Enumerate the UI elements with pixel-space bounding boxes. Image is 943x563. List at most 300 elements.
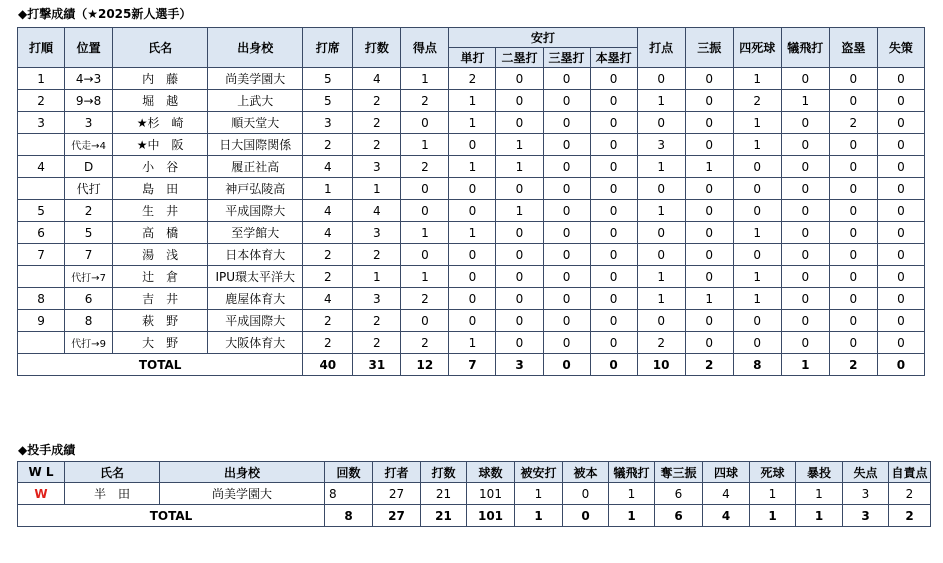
batter-so: 0 [685, 310, 733, 332]
batter-runs: 0 [401, 244, 449, 266]
header-name: 氏名 [113, 28, 208, 68]
batter-hr: 0 [590, 156, 637, 178]
batter-name: 高 橋 [113, 222, 208, 244]
batter-order: 3 [18, 112, 65, 134]
pitcher-ab: 21 [421, 483, 467, 505]
batter-sac: 0 [781, 134, 829, 156]
batting-total-row [18, 354, 925, 376]
batter-err: 0 [877, 178, 924, 200]
ptotal-bb: 4 [703, 505, 750, 527]
batter-name: 萩 野 [113, 310, 208, 332]
batting-table [17, 27, 925, 376]
batter-order: 9 [18, 310, 65, 332]
total-err: 0 [877, 354, 924, 376]
batter-err: 0 [877, 266, 924, 288]
batter-err: 0 [877, 288, 924, 310]
batter-position: 代打→7 [65, 266, 113, 288]
batter-school: 履正社高 [208, 156, 303, 178]
batter-name: 島 田 [113, 178, 208, 200]
batter-err: 0 [877, 200, 924, 222]
batter-rbi: 0 [637, 178, 685, 200]
pitcher-wp: 1 [796, 483, 843, 505]
batter-sac: 0 [781, 266, 829, 288]
batter-position: 4→3 [65, 68, 113, 90]
batter-single: 0 [449, 200, 496, 222]
batter-ab: 1 [353, 266, 401, 288]
batter-pa: 2 [303, 332, 353, 354]
batter-double: 0 [496, 266, 543, 288]
batter-row [18, 332, 925, 354]
header-runs: 得点 [401, 28, 449, 68]
header-triple: 三塁打 [543, 48, 590, 68]
batter-sac: 0 [781, 200, 829, 222]
batter-row [18, 156, 925, 178]
header-ab: 打数 [353, 28, 401, 68]
batter-name: ★中 阪 [113, 134, 208, 156]
pheader-hr: 被本 [563, 462, 609, 483]
pheader-name: 氏名 [65, 462, 160, 483]
ptotal-er: 2 [889, 505, 931, 527]
batter-so: 0 [685, 222, 733, 244]
pitcher-row [18, 483, 931, 505]
batter-err: 0 [877, 68, 924, 90]
batter-bb: 1 [733, 222, 781, 244]
batter-sac: 0 [781, 112, 829, 134]
batter-ab: 2 [353, 244, 401, 266]
ptotal-hr: 0 [563, 505, 609, 527]
batter-runs: 1 [401, 68, 449, 90]
batter-bb: 0 [733, 244, 781, 266]
batter-sac: 0 [781, 310, 829, 332]
batter-triple: 0 [543, 222, 590, 244]
total-double: 3 [496, 354, 543, 376]
batter-sb: 0 [829, 266, 877, 288]
pheader-er: 自責点 [889, 462, 931, 483]
batter-so: 0 [685, 244, 733, 266]
batter-triple: 0 [543, 200, 590, 222]
batter-rbi: 1 [637, 156, 685, 178]
batter-so: 0 [685, 178, 733, 200]
batter-hr: 0 [590, 112, 637, 134]
batter-runs: 0 [401, 310, 449, 332]
batter-single: 0 [449, 310, 496, 332]
batter-err: 0 [877, 310, 924, 332]
total-label: TOTAL [18, 354, 303, 376]
batter-bb: 1 [733, 134, 781, 156]
batter-hr: 0 [590, 134, 637, 156]
ptotal-sac: 1 [609, 505, 655, 527]
pitcher-er: 2 [889, 483, 931, 505]
batter-so: 1 [685, 156, 733, 178]
total-hr: 0 [590, 354, 637, 376]
batter-row [18, 288, 925, 310]
batter-runs: 0 [401, 200, 449, 222]
batter-position: 8 [65, 310, 113, 332]
batter-hr: 0 [590, 178, 637, 200]
batter-pa: 4 [303, 200, 353, 222]
batter-bb: 0 [733, 310, 781, 332]
pitching-title: ◆投手成績 [18, 443, 76, 457]
batter-single: 1 [449, 112, 496, 134]
batter-row [18, 90, 925, 112]
batter-name: 堀 越 [113, 90, 208, 112]
batter-position: 5 [65, 222, 113, 244]
batter-runs: 1 [401, 134, 449, 156]
batter-pa: 2 [303, 244, 353, 266]
batter-bb: 0 [733, 178, 781, 200]
batter-pa: 3 [303, 112, 353, 134]
batter-double: 1 [496, 200, 543, 222]
ptotal-np: 101 [467, 505, 515, 527]
batter-hr: 0 [590, 222, 637, 244]
batter-double: 0 [496, 244, 543, 266]
batter-runs: 0 [401, 112, 449, 134]
batter-position: 6 [65, 288, 113, 310]
batter-triple: 0 [543, 112, 590, 134]
total-bb: 8 [733, 354, 781, 376]
batter-so: 0 [685, 68, 733, 90]
batter-order: 8 [18, 288, 65, 310]
batter-triple: 0 [543, 178, 590, 200]
ptotal-ip: 8 [325, 505, 373, 527]
batter-position: 代打→9 [65, 332, 113, 354]
batter-err: 0 [877, 112, 924, 134]
pheader-ip: 回数 [325, 462, 373, 483]
batter-position: 3 [65, 112, 113, 134]
batter-order: 1 [18, 68, 65, 90]
batter-school: 平成国際大 [208, 200, 303, 222]
batter-rbi: 1 [637, 90, 685, 112]
batter-bb: 0 [733, 156, 781, 178]
batter-school: 平成国際大 [208, 310, 303, 332]
batter-sb: 0 [829, 222, 877, 244]
batter-single: 0 [449, 244, 496, 266]
batter-position: 9→8 [65, 90, 113, 112]
batter-ab: 1 [353, 178, 401, 200]
header-hits: 安打 [449, 28, 637, 48]
header-err: 失策 [877, 28, 924, 68]
batter-row [18, 244, 925, 266]
batter-hr: 0 [590, 244, 637, 266]
batter-hr: 0 [590, 90, 637, 112]
batter-ab: 3 [353, 156, 401, 178]
batter-err: 0 [877, 134, 924, 156]
batter-sac: 0 [781, 68, 829, 90]
batter-err: 0 [877, 90, 924, 112]
pitcher-hbp: 1 [750, 483, 796, 505]
batter-rbi: 3 [637, 134, 685, 156]
batter-double: 0 [496, 222, 543, 244]
header-sb: 盗塁 [829, 28, 877, 68]
batter-order: 5 [18, 200, 65, 222]
batter-sb: 0 [829, 178, 877, 200]
pheader-hbp: 死球 [750, 462, 796, 483]
batter-ab: 2 [353, 310, 401, 332]
batter-ab: 2 [353, 134, 401, 156]
batter-pa: 5 [303, 90, 353, 112]
header-school: 出身校 [208, 28, 303, 68]
batter-so: 1 [685, 288, 733, 310]
batter-ab: 3 [353, 288, 401, 310]
batter-name: 辻 倉 [113, 266, 208, 288]
batter-triple: 0 [543, 90, 590, 112]
batter-order [18, 332, 65, 354]
batter-triple: 0 [543, 288, 590, 310]
pitcher-bb: 4 [703, 483, 750, 505]
ptotal-r: 3 [843, 505, 889, 527]
batter-double: 0 [496, 68, 543, 90]
batter-sb: 0 [829, 90, 877, 112]
batter-bb: 2 [733, 90, 781, 112]
batter-order [18, 134, 65, 156]
batter-runs: 2 [401, 288, 449, 310]
batter-triple: 0 [543, 266, 590, 288]
batter-err: 0 [877, 156, 924, 178]
batter-single: 2 [449, 68, 496, 90]
batter-so: 0 [685, 200, 733, 222]
pitcher-wl: W [18, 483, 65, 505]
batter-sac: 0 [781, 178, 829, 200]
batter-rbi: 2 [637, 332, 685, 354]
batter-so: 0 [685, 134, 733, 156]
batter-so: 0 [685, 90, 733, 112]
batter-err: 0 [877, 332, 924, 354]
batter-row [18, 310, 925, 332]
batter-double: 0 [496, 90, 543, 112]
batter-triple: 0 [543, 68, 590, 90]
batter-ab: 4 [353, 68, 401, 90]
batter-pa: 4 [303, 156, 353, 178]
pitcher-sac: 1 [609, 483, 655, 505]
pitcher-h: 1 [515, 483, 563, 505]
batter-triple: 0 [543, 310, 590, 332]
total-runs: 12 [401, 354, 449, 376]
batter-sac: 0 [781, 332, 829, 354]
batter-sac: 0 [781, 222, 829, 244]
batter-school: 大阪体育大 [208, 332, 303, 354]
ptotal-h: 1 [515, 505, 563, 527]
batter-hr: 0 [590, 68, 637, 90]
batter-ab: 4 [353, 200, 401, 222]
batter-school: 尚美学園大 [208, 68, 303, 90]
batter-sac: 0 [781, 156, 829, 178]
batter-order: 6 [18, 222, 65, 244]
pheader-ab: 打数 [421, 462, 467, 483]
batter-runs: 2 [401, 332, 449, 354]
batting-title: ◆打撃成績（★2025新人選手） [18, 7, 192, 21]
batter-school: 鹿屋体育大 [208, 288, 303, 310]
batter-position: 7 [65, 244, 113, 266]
batter-sb: 2 [829, 112, 877, 134]
batter-ab: 2 [353, 90, 401, 112]
batter-row [18, 68, 925, 90]
batter-so: 0 [685, 332, 733, 354]
batter-sac: 0 [781, 288, 829, 310]
batter-runs: 2 [401, 156, 449, 178]
pheader-wl: W L [18, 462, 65, 483]
batter-rbi: 1 [637, 266, 685, 288]
batter-err: 0 [877, 244, 924, 266]
batter-single: 1 [449, 332, 496, 354]
pitching-total-row [18, 505, 931, 527]
total-ab: 31 [353, 354, 401, 376]
batter-bb: 0 [733, 200, 781, 222]
batter-sb: 0 [829, 156, 877, 178]
batter-rbi: 0 [637, 222, 685, 244]
header-sac: 犠飛打 [781, 28, 829, 68]
batter-triple: 0 [543, 134, 590, 156]
pheader-bf: 打者 [373, 462, 421, 483]
batter-sb: 0 [829, 310, 877, 332]
total-single: 7 [449, 354, 496, 376]
total-pa: 40 [303, 354, 353, 376]
batter-rbi: 0 [637, 244, 685, 266]
batter-single: 1 [449, 222, 496, 244]
batter-double: 0 [496, 178, 543, 200]
pitcher-np: 101 [467, 483, 515, 505]
header-bb: 四死球 [733, 28, 781, 68]
batter-hr: 0 [590, 266, 637, 288]
header-double: 二塁打 [496, 48, 543, 68]
pitcher-name: 半 田 [65, 483, 160, 505]
total-rbi: 10 [637, 354, 685, 376]
pheader-r: 失点 [843, 462, 889, 483]
batter-name: 内 藤 [113, 68, 208, 90]
batter-hr: 0 [590, 310, 637, 332]
batter-order: 2 [18, 90, 65, 112]
batter-single: 0 [449, 178, 496, 200]
batter-rbi: 1 [637, 200, 685, 222]
batter-name: 大 野 [113, 332, 208, 354]
batter-single: 1 [449, 156, 496, 178]
batter-order: 7 [18, 244, 65, 266]
batter-school: 神戸弘陵高 [208, 178, 303, 200]
batter-sb: 0 [829, 68, 877, 90]
batter-bb: 1 [733, 266, 781, 288]
batter-ab: 2 [353, 332, 401, 354]
ptotal-so: 6 [655, 505, 703, 527]
total-so: 2 [685, 354, 733, 376]
batter-ab: 3 [353, 222, 401, 244]
batter-order: 4 [18, 156, 65, 178]
pitcher-hr: 0 [563, 483, 609, 505]
batter-double: 0 [496, 112, 543, 134]
batter-school: 日本体育大 [208, 244, 303, 266]
batter-order [18, 178, 65, 200]
pitcher-school: 尚美学園大 [160, 483, 325, 505]
batter-double: 1 [496, 134, 543, 156]
batter-pa: 2 [303, 266, 353, 288]
pitcher-so: 6 [655, 483, 703, 505]
batter-sac: 1 [781, 90, 829, 112]
batter-sac: 0 [781, 244, 829, 266]
ptotal-ab: 21 [421, 505, 467, 527]
batter-sb: 0 [829, 288, 877, 310]
batter-pa: 5 [303, 68, 353, 90]
batter-pa: 2 [303, 310, 353, 332]
batter-triple: 0 [543, 332, 590, 354]
batter-name: 生 井 [113, 200, 208, 222]
batter-hr: 0 [590, 332, 637, 354]
batter-name: 湯 浅 [113, 244, 208, 266]
batter-sb: 0 [829, 332, 877, 354]
batter-runs: 0 [401, 178, 449, 200]
batter-sb: 0 [829, 244, 877, 266]
batter-position: 2 [65, 200, 113, 222]
batter-bb: 1 [733, 288, 781, 310]
ptotal-wp: 1 [796, 505, 843, 527]
batter-row [18, 134, 925, 156]
header-pa: 打席 [303, 28, 353, 68]
batter-single: 0 [449, 266, 496, 288]
batter-row [18, 178, 925, 200]
batter-pa: 1 [303, 178, 353, 200]
batter-bb: 1 [733, 112, 781, 134]
batter-single: 0 [449, 288, 496, 310]
pheader-sac: 犠飛打 [609, 462, 655, 483]
batter-runs: 1 [401, 222, 449, 244]
pitcher-bf: 27 [373, 483, 421, 505]
ptotal-label: TOTAL [18, 505, 325, 527]
header-rbi: 打点 [637, 28, 685, 68]
pitching-table [17, 461, 931, 527]
batter-school: 順天堂大 [208, 112, 303, 134]
header-hr: 本塁打 [590, 48, 637, 68]
pheader-so: 奪三振 [655, 462, 703, 483]
batter-err: 0 [877, 222, 924, 244]
pheader-h: 被安打 [515, 462, 563, 483]
total-sac: 1 [781, 354, 829, 376]
header-so: 三振 [685, 28, 733, 68]
header-single: 単打 [449, 48, 496, 68]
batter-single: 1 [449, 90, 496, 112]
batter-sb: 0 [829, 134, 877, 156]
batter-school: IPU環太平洋大 [208, 266, 303, 288]
total-triple: 0 [543, 354, 590, 376]
batter-pa: 4 [303, 222, 353, 244]
ptotal-hbp: 1 [750, 505, 796, 527]
batter-name: 小 谷 [113, 156, 208, 178]
batter-name: 吉 井 [113, 288, 208, 310]
header-position: 位置 [65, 28, 113, 68]
pheader-bb: 四球 [703, 462, 750, 483]
batter-row [18, 112, 925, 134]
pitcher-ip: 8 [325, 483, 373, 505]
pheader-np: 球数 [467, 462, 515, 483]
batter-ab: 2 [353, 112, 401, 134]
batter-sb: 0 [829, 200, 877, 222]
batter-pa: 4 [303, 288, 353, 310]
batter-rbi: 0 [637, 112, 685, 134]
pheader-school: 出身校 [160, 462, 325, 483]
batter-rbi: 1 [637, 288, 685, 310]
batter-so: 0 [685, 266, 733, 288]
total-sb: 2 [829, 354, 877, 376]
batter-runs: 1 [401, 266, 449, 288]
batter-position: 代走→4 [65, 134, 113, 156]
header-order: 打順 [18, 28, 65, 68]
batter-bb: 1 [733, 68, 781, 90]
batter-rbi: 0 [637, 310, 685, 332]
batter-hr: 0 [590, 288, 637, 310]
batter-school: 至学館大 [208, 222, 303, 244]
batter-single: 0 [449, 134, 496, 156]
ptotal-bf: 27 [373, 505, 421, 527]
batter-so: 0 [685, 112, 733, 134]
batter-hr: 0 [590, 200, 637, 222]
batter-double: 0 [496, 288, 543, 310]
batter-row [18, 222, 925, 244]
